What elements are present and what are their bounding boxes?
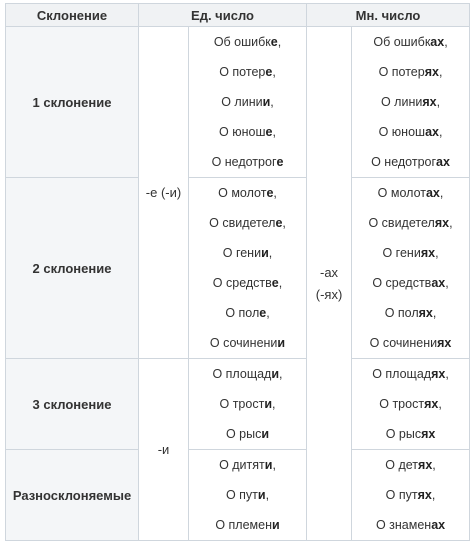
word-form bbox=[352, 450, 469, 480]
word-punctuation: , bbox=[432, 306, 437, 320]
word-stem: О потер bbox=[219, 65, 266, 79]
word-form bbox=[352, 57, 469, 87]
word-stem: О рыс bbox=[225, 427, 262, 441]
word-punctuation: , bbox=[265, 488, 270, 502]
word-punctuation: , bbox=[278, 276, 283, 290]
row-declension-3 bbox=[6, 359, 470, 450]
plural-forms bbox=[352, 27, 470, 178]
word-punctuation: , bbox=[268, 246, 273, 260]
word-ending: е bbox=[275, 216, 283, 230]
word-ending: и bbox=[272, 518, 280, 532]
declension-label: 2 склонение bbox=[6, 178, 139, 359]
word-ending: ях bbox=[431, 367, 446, 381]
word-form bbox=[189, 328, 306, 358]
header-plural: Мн. число bbox=[307, 4, 470, 27]
word-stem: Об ошибк bbox=[373, 35, 431, 49]
word-punctuation: , bbox=[431, 488, 436, 502]
plural-forms bbox=[352, 178, 470, 359]
word-form bbox=[189, 480, 306, 510]
word-punctuation: , bbox=[436, 95, 441, 109]
word-stem: О рыс bbox=[385, 427, 422, 441]
word-stem: Об ошибк bbox=[213, 35, 271, 49]
word-stem: О юнош bbox=[378, 125, 426, 139]
word-form bbox=[352, 87, 469, 117]
word-punctuation: , bbox=[282, 216, 286, 230]
word-ending: и bbox=[264, 458, 273, 472]
word-punctuation: , bbox=[272, 125, 276, 139]
word-ending: ах bbox=[431, 518, 446, 532]
word-ending: ях bbox=[418, 306, 433, 320]
word-form bbox=[189, 117, 306, 147]
word-punctuation: , bbox=[277, 35, 282, 49]
word-ending: е bbox=[265, 125, 273, 139]
word-form bbox=[352, 480, 469, 510]
word-stem: О площад bbox=[212, 367, 272, 381]
word-form bbox=[352, 27, 469, 57]
word-stem: О знамен bbox=[375, 518, 432, 532]
word-punctuation: , bbox=[279, 367, 283, 381]
word-stem: О сочинени bbox=[209, 336, 278, 350]
word-form bbox=[352, 208, 469, 238]
word-form bbox=[189, 87, 306, 117]
singular-forms bbox=[189, 359, 307, 450]
word-stem: О недотрог bbox=[211, 155, 277, 169]
word-punctuation: , bbox=[438, 397, 442, 411]
word-punctuation: , bbox=[444, 35, 448, 49]
word-form bbox=[352, 147, 469, 177]
word-stem: О племен bbox=[215, 518, 272, 532]
word-stem: О свидетел bbox=[209, 216, 276, 230]
word-form bbox=[352, 178, 469, 208]
word-ending: е bbox=[265, 65, 273, 79]
word-form bbox=[189, 208, 306, 238]
word-stem: О сочинени bbox=[369, 336, 438, 350]
word-stem: О пол bbox=[225, 306, 260, 320]
word-stem: О пут bbox=[225, 488, 258, 502]
word-punctuation: , bbox=[272, 458, 276, 472]
word-stem: О средств bbox=[212, 276, 272, 290]
row-declension-1 bbox=[6, 27, 470, 178]
declension-label: Разносклоняемые bbox=[6, 450, 139, 541]
header-row bbox=[6, 4, 470, 27]
word-punctuation: , bbox=[435, 246, 439, 260]
word-form bbox=[189, 510, 306, 540]
word-stem: О пут bbox=[385, 488, 418, 502]
declension-table bbox=[5, 3, 470, 541]
word-stem: О гени bbox=[222, 246, 262, 260]
word-ending: ях bbox=[417, 488, 432, 502]
word-ending: ях bbox=[422, 95, 437, 109]
word-punctuation: , bbox=[445, 276, 449, 290]
word-punctuation: , bbox=[272, 65, 276, 79]
word-form bbox=[352, 238, 469, 268]
word-ending: ах bbox=[425, 125, 439, 139]
word-form bbox=[189, 450, 306, 480]
word-ending: е bbox=[266, 186, 274, 200]
plural-ending bbox=[307, 27, 352, 541]
word-ending: и bbox=[262, 95, 271, 109]
word-ending: ях bbox=[424, 397, 439, 411]
word-stem: О гени bbox=[382, 246, 421, 260]
word-form bbox=[189, 57, 306, 87]
plural-ending-text: -ах (-ях) bbox=[315, 264, 343, 302]
word-ending: и bbox=[261, 427, 270, 441]
word-punctuation: , bbox=[438, 65, 443, 79]
word-punctuation: , bbox=[272, 397, 276, 411]
word-stem: О трост bbox=[219, 397, 265, 411]
word-punctuation: , bbox=[270, 95, 274, 109]
word-ending: е bbox=[271, 276, 279, 290]
word-ending: ях bbox=[421, 427, 436, 441]
word-stem: О дет bbox=[385, 458, 419, 472]
word-punctuation: , bbox=[273, 186, 277, 200]
word-form bbox=[189, 147, 306, 177]
word-ending: ях bbox=[418, 458, 433, 472]
word-ending: и bbox=[271, 367, 280, 381]
word-punctuation: , bbox=[266, 306, 270, 320]
word-punctuation: , bbox=[449, 216, 453, 230]
word-form bbox=[189, 178, 306, 208]
word-ending: и bbox=[264, 397, 273, 411]
header-singular: Ед. число bbox=[139, 4, 307, 27]
word-ending: е bbox=[259, 306, 267, 320]
word-stem: О площад bbox=[372, 367, 432, 381]
word-ending: ах bbox=[436, 155, 450, 169]
word-stem: О дитят bbox=[219, 458, 265, 472]
word-form bbox=[352, 359, 469, 389]
declension-label: 1 склонение bbox=[6, 27, 139, 178]
singular-forms bbox=[189, 178, 307, 359]
singular-ending-1-2: -е (-и) bbox=[139, 27, 189, 359]
word-stem: О пол bbox=[384, 306, 419, 320]
word-form bbox=[189, 27, 306, 57]
singular-ending-3-4: -и bbox=[139, 359, 189, 541]
word-stem: О недотрог bbox=[371, 155, 437, 169]
word-stem: О свидетел bbox=[368, 216, 435, 230]
word-form bbox=[352, 268, 469, 298]
word-form bbox=[352, 510, 469, 540]
word-form bbox=[189, 359, 306, 389]
word-form bbox=[189, 268, 306, 298]
word-form bbox=[189, 389, 306, 419]
row-declension-heteroclitic bbox=[6, 450, 470, 541]
word-ending: и bbox=[257, 488, 266, 502]
word-ending: ях bbox=[420, 246, 436, 260]
word-stem: О лини bbox=[221, 95, 263, 109]
row-declension-2 bbox=[6, 178, 470, 359]
word-form bbox=[189, 419, 306, 449]
word-ending: ах bbox=[431, 276, 446, 290]
singular-forms bbox=[189, 450, 307, 541]
word-ending: и bbox=[261, 246, 269, 260]
word-ending: ях bbox=[424, 65, 439, 79]
header-declension: Склонение bbox=[6, 4, 139, 27]
word-punctuation: , bbox=[445, 367, 449, 381]
word-ending: ах bbox=[425, 186, 440, 200]
word-ending: е bbox=[276, 155, 284, 169]
declension-label: 3 склонение bbox=[6, 359, 139, 450]
word-stem: О лини bbox=[380, 95, 423, 109]
word-stem: О потер bbox=[378, 65, 425, 79]
plural-forms bbox=[352, 359, 470, 450]
word-form bbox=[352, 328, 469, 358]
word-ending: и bbox=[277, 336, 286, 350]
word-punctuation: , bbox=[438, 125, 443, 139]
word-punctuation: , bbox=[432, 458, 436, 472]
word-ending: ях bbox=[434, 216, 450, 230]
word-ending: е bbox=[270, 35, 278, 49]
word-stem: О молот bbox=[218, 186, 267, 200]
word-form bbox=[352, 298, 469, 328]
word-form bbox=[352, 389, 469, 419]
word-stem: О трост bbox=[379, 397, 425, 411]
word-form bbox=[352, 117, 469, 147]
plural-forms bbox=[352, 450, 470, 541]
singular-forms bbox=[189, 27, 307, 178]
word-form bbox=[189, 298, 306, 328]
word-form bbox=[189, 238, 306, 268]
word-ending: ях bbox=[437, 336, 452, 350]
word-stem: О молот bbox=[377, 186, 426, 200]
word-punctuation: , bbox=[439, 186, 444, 200]
word-form bbox=[352, 419, 469, 449]
word-stem: О средств bbox=[372, 276, 432, 290]
word-ending: ах bbox=[430, 35, 445, 49]
word-stem: О юнош bbox=[219, 125, 266, 139]
